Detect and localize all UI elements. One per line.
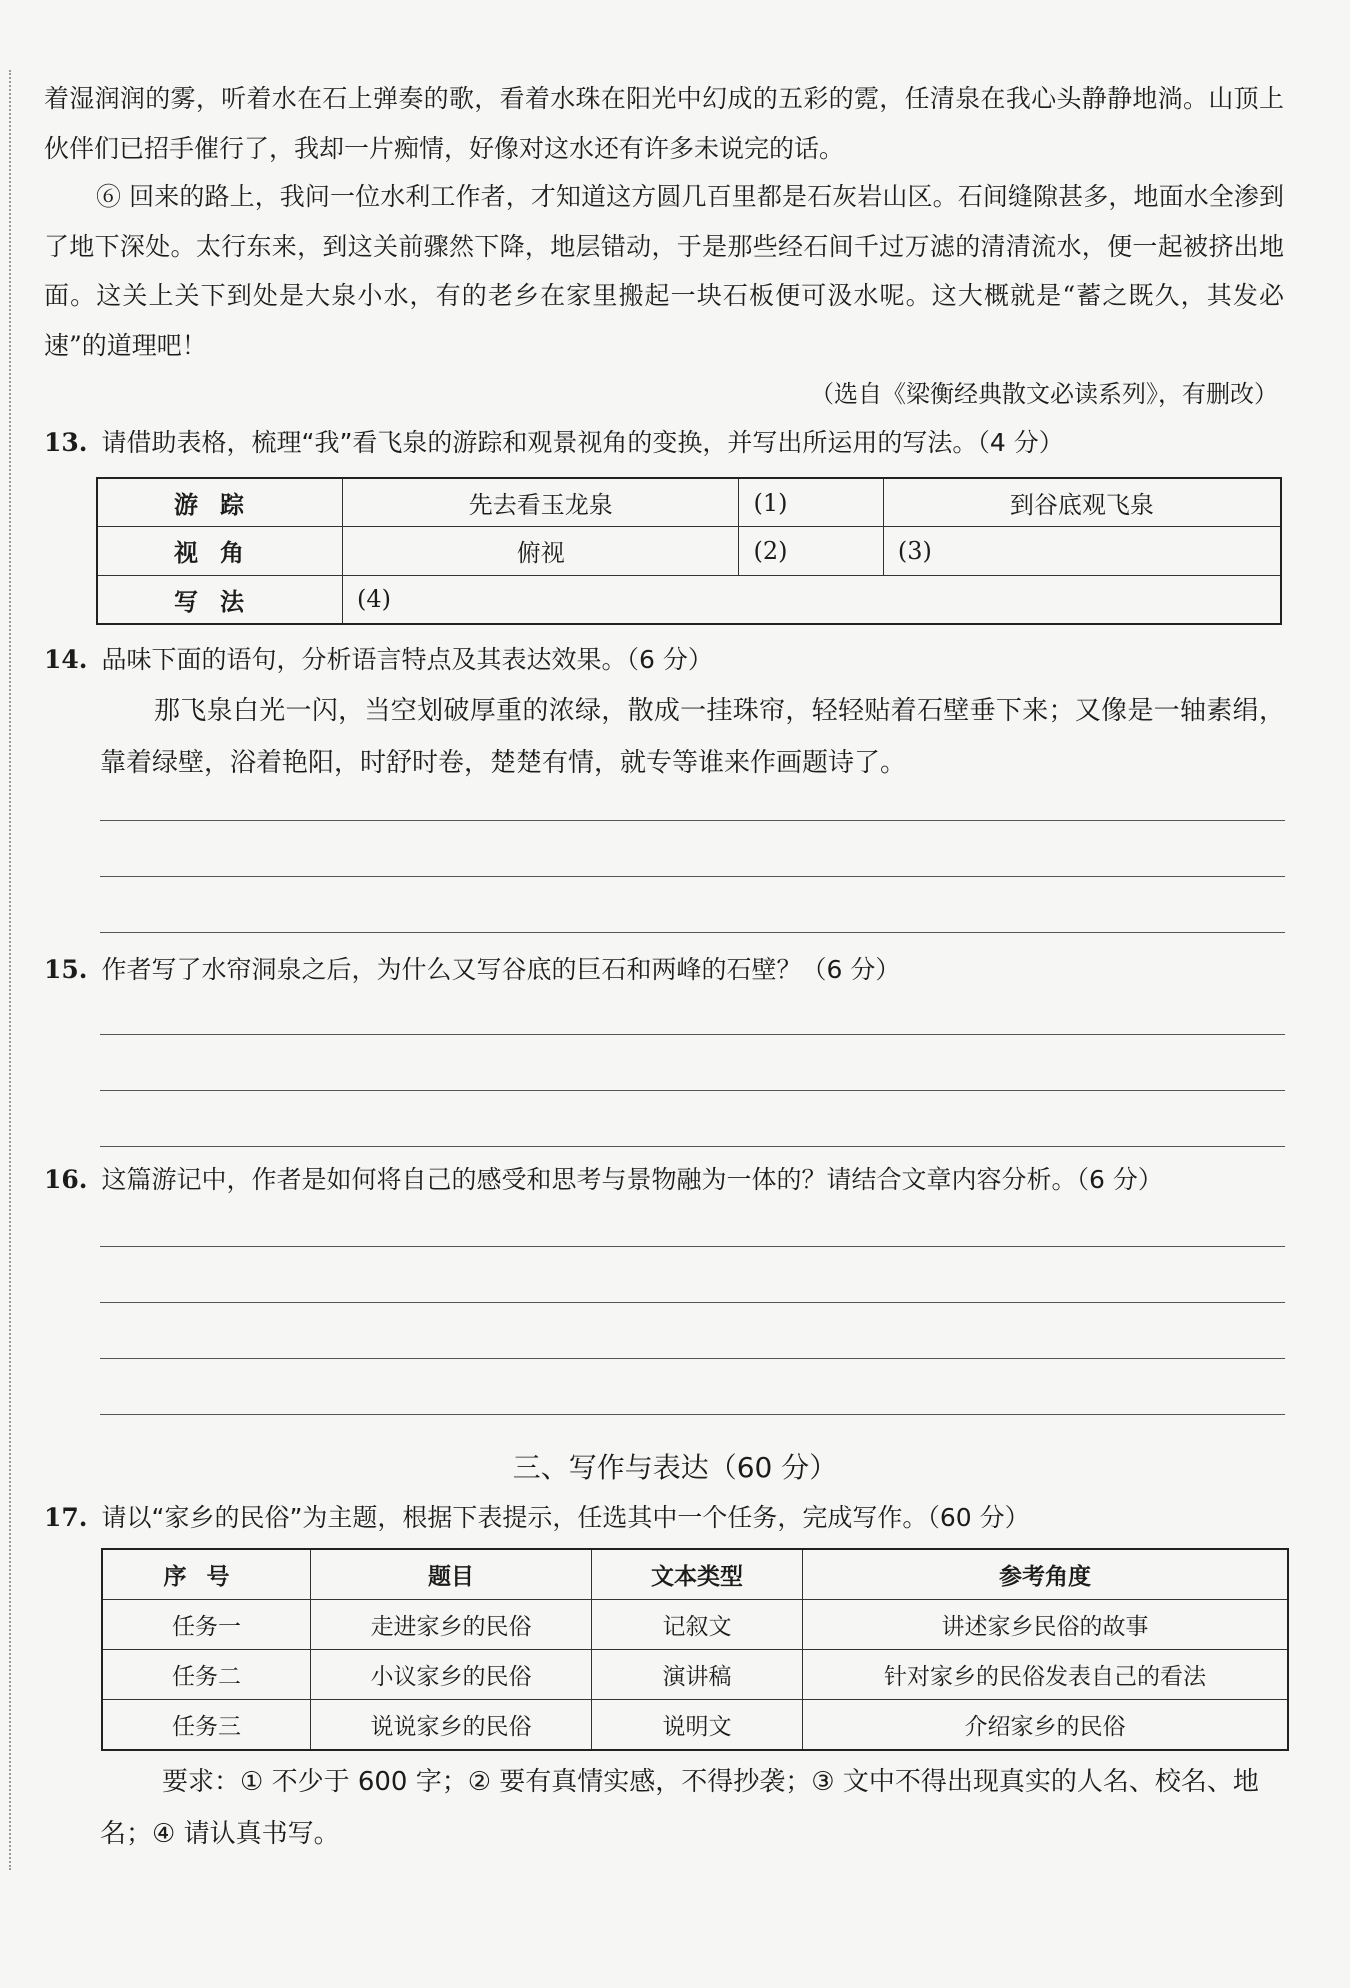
question-17-requirements: 要求：① 不少于 600 字；② 要有真情实感，不得抄袭；③ 文中不得出现真实的人名、校名、地名；④ 请认真书写。 [100, 1767, 1259, 1849]
question-14-quote: 那飞泉白光一闪，当空划破厚重的浓绿，散成一挂珠帘，轻轻贴着石壁垂下来；又像是一轴素绢，靠着绿壁，浴着艳阳，时舒时卷，楚楚有情，就专等谁来作画题诗了。 [100, 696, 1285, 778]
table-row [97, 527, 1281, 575]
task-seq: 任务二 [102, 1650, 311, 1700]
question-13 [44, 425, 1064, 461]
header-title: 题目 [311, 1549, 592, 1600]
question-15 [44, 952, 900, 988]
task-type: 记叙文 [592, 1600, 803, 1650]
question-15-text: 作者写了水帘洞泉之后，为什么又写谷底的巨石和两峰的石壁？（6 分） [101, 955, 901, 984]
passage-paragraph-6: ⑥ 回来的路上，我问一位水利工作者，才知道这方圆几百里都是石灰岩山区。石间缝隙甚多，地面水全渗到了地下深处。太行东来，到这关前骤然下降，地层错动，于是那些经石间千过万滤的清清流水，便一起被挤出地面。这关上关下到处是大泉小水，有的老乡在家里搬起一块石板便可汲水呢。这大概就是“蓄之既久，其发必速”的道理吧！ [44, 182, 1284, 360]
question-16-text: 这篇游记中，作者是如何将自己的感受和思考与景物融为一体的？请结合文章内容分析。（6 分） [101, 1165, 1163, 1194]
task-seq: 任务三 [102, 1700, 311, 1751]
question-17-text: 请以“家乡的民俗”为主题，根据下表提示，任选其中一个任务，完成写作。（60 分） [101, 1503, 1030, 1532]
question-14-text: 品味下面的语句，分析语言特点及其表达效果。（6 分） [101, 645, 713, 674]
task-angle: 介绍家乡的民俗 [803, 1700, 1289, 1751]
task-angle: 讲述家乡民俗的故事 [803, 1600, 1289, 1650]
question-13-number: 13. [44, 428, 88, 457]
section-title-writing: 三、写作与表达（60 分） [512, 1451, 838, 1484]
passage-paragraph-5-end: 着湿润润的雾，听着水在石上弹奏的歌，看着水珠在阳光中幻成的五彩的霓，任清泉在我心头静静地淌。山顶上伙伴们已招手催行了，我却一片痴情，好像对这水还有许多未说完的话。 [44, 84, 1284, 163]
table-row [97, 478, 1281, 527]
question-13-text: 请借助表格，梳理“我”看飞泉的游踪和观景视角的变换，并写出所运用的写法。（4 分） [101, 428, 1064, 457]
answer-line[interactable] [100, 932, 1285, 933]
passage-source: （选自《梁衡经典散文必读系列》，有删改） [810, 380, 1278, 408]
answer-line[interactable] [100, 1146, 1285, 1147]
task-type: 说明文 [592, 1700, 803, 1751]
question-16 [44, 1162, 1163, 1198]
question-15-number: 15. [44, 955, 88, 984]
cell-view-1: 俯视 [343, 527, 739, 575]
row-head-method: 写法 [97, 575, 343, 624]
answer-line[interactable] [100, 1414, 1285, 1415]
header-seq: 序号 [102, 1549, 311, 1600]
table-row [102, 1700, 1288, 1751]
question-17 [44, 1500, 1030, 1536]
cell-route-1: 先去看玉龙泉 [343, 478, 739, 527]
header-angle: 参考角度 [803, 1549, 1289, 1600]
row-head-view: 视角 [97, 527, 343, 575]
header-type: 文本类型 [592, 1549, 803, 1600]
cell-view-blank-3[interactable]: (3) [883, 527, 1281, 575]
question-17-task-table [101, 1548, 1289, 1751]
cell-route-blank-1[interactable]: (1) [739, 478, 883, 527]
question-16-number: 16. [44, 1165, 88, 1194]
cell-view-blank-2[interactable]: (2) [739, 527, 883, 575]
row-head-route: 游踪 [97, 478, 343, 527]
task-title: 小议家乡的民俗 [311, 1650, 592, 1700]
cell-route-3: 到谷底观飞泉 [883, 478, 1281, 527]
task-title: 走进家乡的民俗 [311, 1600, 592, 1650]
answer-line[interactable] [100, 1090, 1285, 1091]
task-angle: 针对家乡的民俗发表自己的看法 [803, 1650, 1289, 1700]
table-row [102, 1650, 1288, 1700]
question-14-number: 14. [44, 645, 88, 674]
binding-margin-line [9, 70, 11, 1870]
table-row [102, 1600, 1288, 1650]
table-row [97, 575, 1281, 624]
question-14 [44, 642, 713, 678]
answer-line[interactable] [100, 1302, 1285, 1303]
answer-line[interactable] [100, 876, 1285, 877]
task-type: 演讲稿 [592, 1650, 803, 1700]
cell-method-blank-4[interactable]: (4) [343, 575, 1282, 624]
question-17-number: 17. [44, 1503, 88, 1532]
answer-line[interactable] [100, 820, 1285, 821]
answer-line[interactable] [100, 1246, 1285, 1247]
answer-line[interactable] [100, 1358, 1285, 1359]
task-seq: 任务一 [102, 1600, 311, 1650]
table-header-row [102, 1549, 1288, 1600]
answer-line[interactable] [100, 1034, 1285, 1035]
task-title: 说说家乡的民俗 [311, 1700, 592, 1751]
question-13-table [96, 477, 1282, 625]
